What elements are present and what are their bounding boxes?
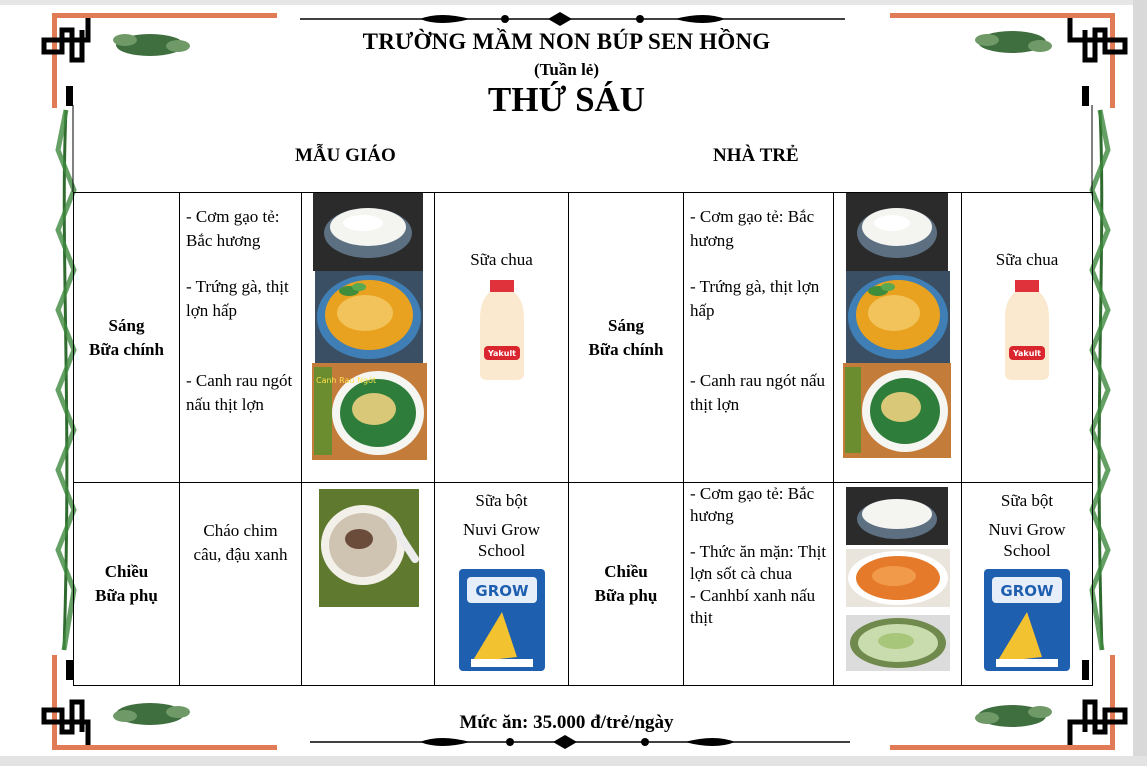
- yakult-label: Yakult: [487, 349, 516, 358]
- meal-time: Chiều: [604, 562, 648, 581]
- soup-image-label: Canh Rau Ngót: [316, 376, 377, 385]
- meal-type: Bữa phụ: [594, 586, 658, 605]
- meal-price-footer: Mức ăn: 35.000 đ/trẻ/ngày: [459, 712, 674, 733]
- rice-bowl-image: [846, 487, 948, 545]
- dish-cell-afternoon-mg: [180, 483, 302, 686]
- meal-cell-afternoon-mg: [74, 483, 180, 686]
- dish-pork-tomato: - Thức ăn mặn: Thịt lợn sốt cà chua: [690, 542, 827, 583]
- meal-type: Bữa chính: [89, 339, 164, 359]
- soup-image: [312, 363, 427, 460]
- section-title-mau-giao: MẪU GIÁO: [295, 145, 396, 166]
- table-row-afternoon: [74, 483, 1093, 686]
- dish-soup: - Canh rau ngót nấu thịt lợn: [186, 371, 293, 414]
- drink-milk-brand: Nuvi Grow School: [988, 520, 1066, 560]
- viewer-scroll-edge: [1133, 0, 1147, 766]
- drink-cell-afternoon-nt: [962, 483, 1093, 686]
- rice-bowl-image: [313, 193, 423, 271]
- meal-cell-afternoon-nt: [569, 483, 684, 686]
- pork-tomato-image: [846, 549, 950, 607]
- milk-powder-bag-image: [457, 567, 547, 673]
- rice-bowl-image: [846, 193, 948, 271]
- grow-label: GROW: [474, 582, 529, 600]
- squash-soup-image: [846, 615, 950, 671]
- dish-egg-pork: - Trứng gà, thịt lợn hấp: [186, 277, 289, 320]
- yakult-label: Yakult: [1012, 349, 1042, 358]
- drink-yogurt: Sữa chua: [995, 250, 1059, 269]
- table-row-morning: [74, 193, 1093, 483]
- yogurt-bottle-image: [1001, 278, 1053, 382]
- meal-cell-morning-nt: [569, 193, 684, 483]
- food-photos-morning-nt: [834, 193, 962, 483]
- drink-milk: Sữa bột: [475, 491, 528, 510]
- drink-cell-afternoon-mg: [435, 483, 569, 686]
- meal-cell-morning-mg: [74, 193, 180, 483]
- yogurt-bottle-image: [476, 278, 528, 382]
- dish-rice: - Cơm gạo tẻ: Bắc hương: [186, 207, 280, 250]
- milk-powder-bag-image: [982, 567, 1072, 673]
- dish-rice: - Cơm gạo tẻ: Bắc hương: [690, 484, 815, 525]
- porridge-image: [319, 489, 419, 607]
- dish-list-morning-mg: [180, 193, 302, 483]
- dish-porridge: Cháo chim câu, đậu xanh: [193, 521, 288, 564]
- grow-label: GROW: [1000, 582, 1054, 600]
- section-title-nha-tre: NHÀ TRẺ: [713, 145, 799, 166]
- dish-egg-pork: - Trứng gà, thịt lợn hấp: [690, 277, 820, 320]
- steamed-egg-image: [846, 271, 950, 363]
- meal-time: Sáng: [608, 315, 644, 335]
- food-photos-afternoon-mg: [302, 483, 435, 686]
- dish-rice: - Cơm gạo tẻ: Bắc hương: [690, 207, 815, 250]
- drink-milk-brand: Nuvi Grow School: [463, 520, 540, 560]
- menu-table: [73, 192, 1093, 686]
- viewer-bottom-edge: [0, 756, 1147, 766]
- meal-type: Bữa chính: [588, 339, 664, 359]
- meal-type: Bữa phụ: [95, 586, 158, 605]
- meal-time: Sáng: [108, 315, 145, 335]
- drink-cell-morning-nt: [962, 193, 1093, 483]
- food-photos-morning-mg: [302, 193, 435, 483]
- food-photos-afternoon-nt: [834, 483, 962, 686]
- dish-list-afternoon-nt: [684, 483, 834, 686]
- drink-yogurt: Sữa chua: [470, 250, 533, 269]
- dish-squash-soup: - Canhbí xanh nấu thịt: [690, 586, 816, 627]
- meal-time: Chiều: [104, 562, 149, 581]
- week-label: (Tuần lẻ): [533, 60, 600, 79]
- school-name: TRƯỜNG MẦM NON BÚP SEN HỒNG: [362, 29, 771, 54]
- dish-soup: - Canh rau ngót nấu thịt lợn: [690, 371, 826, 414]
- drink-cell-morning-mg: [435, 193, 569, 483]
- day-title: THỨ SÁU: [487, 80, 646, 119]
- dish-list-morning-nt: [684, 193, 834, 483]
- drink-milk: Sữa bột: [1000, 491, 1054, 510]
- steamed-egg-image: [315, 271, 423, 363]
- soup-image: [843, 363, 951, 458]
